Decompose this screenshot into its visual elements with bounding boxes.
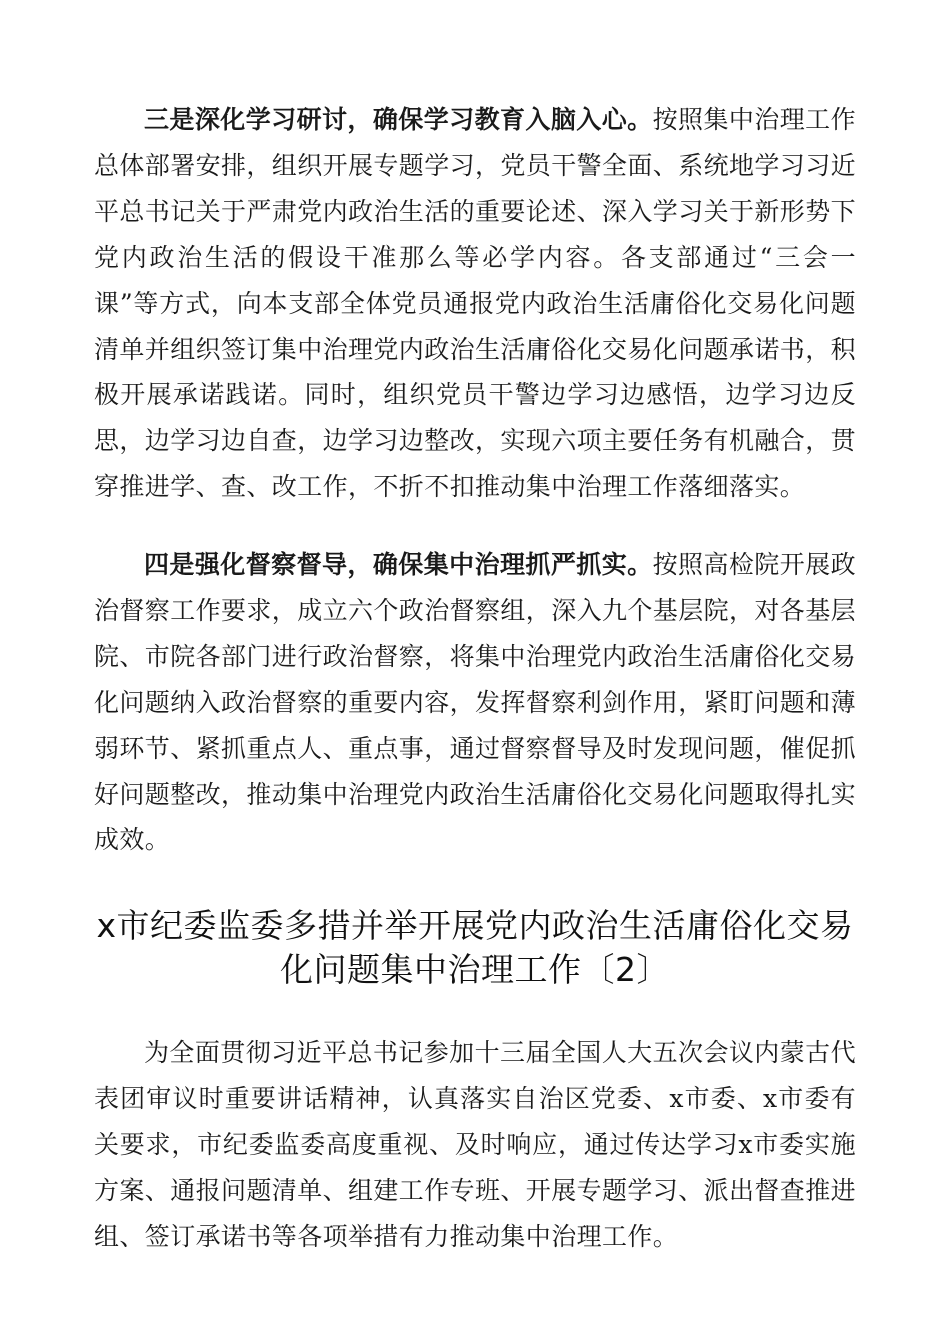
paragraph-study-discussion	[94, 97, 856, 510]
paragraph-supervision	[94, 542, 856, 863]
section-heading: x市纪委监委多措并举开展党内政治生活庸俗化交易化问题集中治理工作〔2〕	[96, 906, 854, 989]
paragraph-intro	[94, 1030, 856, 1260]
paragraph-body: 按照高检院开展政治督察工作要求，成立六个政治督察组，深入九个基层院，对各基层院、市院各部门进行政治督察，将集中治理党内政治生活庸俗化交易化问题纳入政治督察的重要内容，发挥督察利剑作用，紧盯问题和薄弱环节、紧抓重点人、重点事，通过督察督导及时发现问题，催促抓好问题整改，推动集中治理党内政治生活庸俗化交易化问题取得扎实成效。	[94, 550, 857, 855]
paragraph-body: 为全面贯彻习近平总书记参加十三届全国人大五次会议内蒙古代表团审议时重要讲话精神，认真落实自治区党委、x市委、x市委有关要求，市纪委监委高度重视、及时响应，通过传达学习x市委实施方案、通报问题清单、组建工作专班、开展专题学习、派出督查推进组、签订承诺书等各项举措有力推动集中治理工作。	[94, 1038, 857, 1251]
paragraph-lead: 四是强化督察督导，确保集中治理抓严抓实。	[144, 550, 653, 579]
paragraph-body: 按照集中治理工作总体部署安排，组织开展专题学习，党员干警全面、系统地学习习近平总书记关于严肃党内政治生活的重要论述、深入学习关于新形势下党内政治生活的假设干准那么等必学内容。各支部通过“三会一课”等方式，向本支部全体党员通报党内政治生活庸俗化交易化问题清单并组织签订集中治理党内政治生活庸俗化交易化问题承诺书，积极开展承诺践诺。同时，组织党员干警边学习边感悟，边学习边反思，边学习边自查，边学习边整改，实现六项主要任务有机融合，贯穿推进学、查、改工作，不折不扣推动集中治理工作落细落实。	[94, 105, 857, 502]
paragraph-lead: 三是深化学习研讨，确保学习教育入脑入心。	[144, 105, 653, 134]
